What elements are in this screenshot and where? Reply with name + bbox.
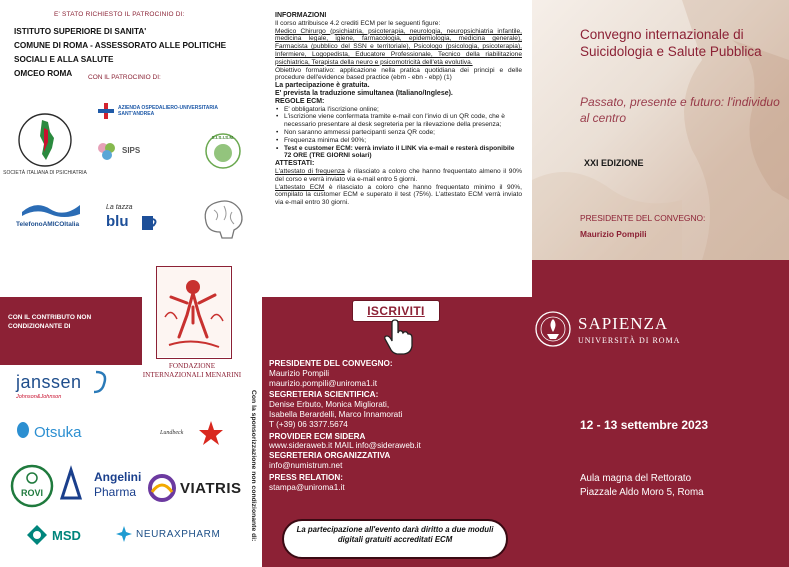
contacts-panel xyxy=(262,297,532,567)
translation-note: E' prevista la traduzione simultanea (Italiano/Inglese). xyxy=(275,89,453,97)
latazzablu-logo: La tazza blu xyxy=(104,204,170,238)
event-date: 12 - 13 settembre 2023 xyxy=(580,418,709,432)
lundbeck-logo: Lundbeck xyxy=(160,420,232,450)
neuraxpharm-logo: NEURAXPHARM xyxy=(116,526,236,548)
sapienza-name: SAPIENZA xyxy=(578,314,669,333)
contact-head: SEGRETERIA SCIENTIFICA: xyxy=(269,390,379,400)
rules-list xyxy=(275,106,522,161)
edition-label: XXI EDIZIONE xyxy=(584,158,644,168)
contact-phone: T (+39) 06 3377.5674 xyxy=(269,419,348,429)
contact-email[interactable]: info@numistrum.net xyxy=(269,460,343,470)
aou-santandrea-logo: AZIENDA OSPEDALIERO-UNIVERSITARIA SANT'ANDREA xyxy=(98,100,248,122)
contact-head: PRESS RELATION: xyxy=(269,472,343,482)
ecm-intro: Il corso attribuisce 4.2 crediti ECM per le seguenti figure: xyxy=(275,19,441,27)
patronage-heading: E' STATO RICHIESTO IL PATROCINIO DI: xyxy=(54,11,185,18)
cover-panel xyxy=(532,0,789,260)
attestato-frequenza: L'attestato di frequenza è rilasciato a coloro che hanno frequentato almeno il 90% del corso e verrà inviato via e-mail entro 5 giorni. xyxy=(275,167,523,183)
president-name: Maurizio Pompili xyxy=(580,229,647,239)
conference-title: Convegno internazionale di Suicidologia e Salute Pubblica xyxy=(580,27,762,59)
contact-head: PRESIDENTE DEL CONVEGNO: xyxy=(269,359,393,368)
venue-line-1: Aula magna del Rettorato xyxy=(580,473,692,484)
attestato-ecm: L'attestato ECM è rilasciato a coloro che hanno frequentato minimo il 90%, compilato la customer ECM e superato il test (75%). L'attestato ECM verrà inviato via e-mail entro 30 giorni. xyxy=(275,183,522,207)
rule-item: • L'iscrizione viene confermata tramite e-mail con l'invio di un QR code, che è necessario presentare al desk segreteria per la rilevazione della presenza; xyxy=(275,113,522,129)
menarini-emblem xyxy=(156,266,232,359)
iscriviti-button[interactable]: ISCRIVITI xyxy=(352,300,440,322)
sips-logo: SIPS xyxy=(96,140,166,164)
brain-icon xyxy=(198,196,246,242)
rule-item: • Non saranno ammessi partecipanti senza QR code; xyxy=(275,129,522,137)
free-note: La partecipazione è gratuita. xyxy=(275,82,370,90)
event-venue xyxy=(580,472,704,500)
institution-comune: COMUNE DI ROMA - ASSESSORATO ALLE POLITICHE xyxy=(14,41,227,50)
contact-line: Maurizio Pompili xyxy=(269,368,330,378)
conference-subtitle: Passato, presente e futuro: l'individuo al centro xyxy=(580,95,780,125)
svg-text:SOCIETÀ ITALIANA DI PSICHIATRI: SOCIETÀ ITALIANA DI PSICHIATRIA xyxy=(3,170,87,176)
contrib-text: CON IL CONTRIBUTO NON CONDIZIONANTE DI xyxy=(8,314,92,330)
viatris-logo: VIATRIS xyxy=(148,474,248,504)
janssen-logo: janssen Johnson&Johnson xyxy=(16,372,108,406)
contrib-band xyxy=(0,297,142,365)
angelini-logo: Angelini Pharma xyxy=(60,466,150,504)
rules-heading: REGOLE ECM: xyxy=(275,97,325,105)
sisism-logo: S.I.S.I.S.M. xyxy=(204,132,242,170)
contact-head: PROVIDER ECM SIDERA xyxy=(269,431,366,441)
ecm-figures: Medico Chirurgo (psichiatria, psicoterapia, neurologia, neuropsichiatria infantile, medicina legale, igiene, farmacologia, epidemiologia, medicina generale), Farmacista (pubblico del SSN e territoriale), Psicologo (psicologia, psicoterapia), Infermiere, Logopedista, Educatore Professionale, Tecnico della riabilitazione psichiatrica, Terapista della neuro e psicomotricità dell'età evolutiva. xyxy=(275,27,522,66)
sip-logo xyxy=(3,108,87,178)
contact-line: Isabella Berardelli, Marco Innamorati xyxy=(269,409,403,419)
fondazione-menarini xyxy=(142,262,242,392)
contact-line: Denise Erbuto, Monica Migliorati, xyxy=(269,400,390,410)
venue-line-2: Piazzale Aldo Moro 5, Roma xyxy=(580,487,704,498)
info-panel xyxy=(262,0,532,297)
president-label: PRESIDENTE DEL CONVEGNO: xyxy=(580,213,706,223)
sapienza-seal-icon xyxy=(534,310,572,348)
contacts-list xyxy=(269,359,519,492)
patronage-panel xyxy=(0,0,262,297)
rule-item: • Frequenza minima del 90%; xyxy=(275,137,522,145)
otsuka-logo: Otsuka xyxy=(14,420,104,450)
msd-logo: MSD xyxy=(26,524,98,548)
contact-email[interactable]: maurizio.pompili@uniroma1.it xyxy=(269,378,377,388)
rule-item-test: • Test e customer ECM: verrà inviato il LINK via e-mail e resterà disponibile 72 ORE (TRE GIORNI solari) xyxy=(275,145,522,161)
sapienza-subtitle: UNIVERSITÀ DI ROMA xyxy=(578,336,681,345)
institution-comune-2: SOCIALI E ALLA SALUTE xyxy=(14,55,114,64)
sapienza-panel xyxy=(532,260,789,567)
patronage-heading-2: CON IL PATROCINIO DI: xyxy=(88,74,161,81)
info-heading: INFORMAZIONI xyxy=(275,12,327,19)
rule-item: • E' obbligatoria l'iscrizione online; xyxy=(275,106,522,114)
attestati-heading: ATTESTATI: xyxy=(275,160,315,168)
contact-email[interactable]: stampa@uniroma1.it xyxy=(269,482,345,492)
pointer-hand-icon xyxy=(382,319,414,355)
telefono-amico-logo: TelefonoAMICOItalia xyxy=(16,200,88,234)
institution-iss: ISTITUTO SUPERIORE DI SANITA' xyxy=(14,27,147,36)
rovi-logo: ROVI xyxy=(10,464,56,508)
fondazione-name: FONDAZIONE INTERNAZIONALI MENARINI xyxy=(142,362,242,379)
ecm-objective: Obiettivo formativo: applicazione nella pratica quotidiana dei principi e delle procedure dell'evidence based practice (ebm - ebn - ebp) (1) xyxy=(275,66,522,82)
sponsor-vertical-note: Con la sponsorizzazione non condizionante di: xyxy=(250,390,257,542)
institution-omceo: OMCEO ROMA xyxy=(14,69,73,78)
contact-head: SEGRETERIA ORGANIZZATIVA xyxy=(269,451,391,461)
ecm-modules-pill: La partecipazione all'evento darà diritto a due moduli digitali gratuiti accreditati ECM xyxy=(282,519,508,559)
contact-web[interactable]: www.sideraweb.it MAIL info@sideraweb.it xyxy=(269,441,421,451)
